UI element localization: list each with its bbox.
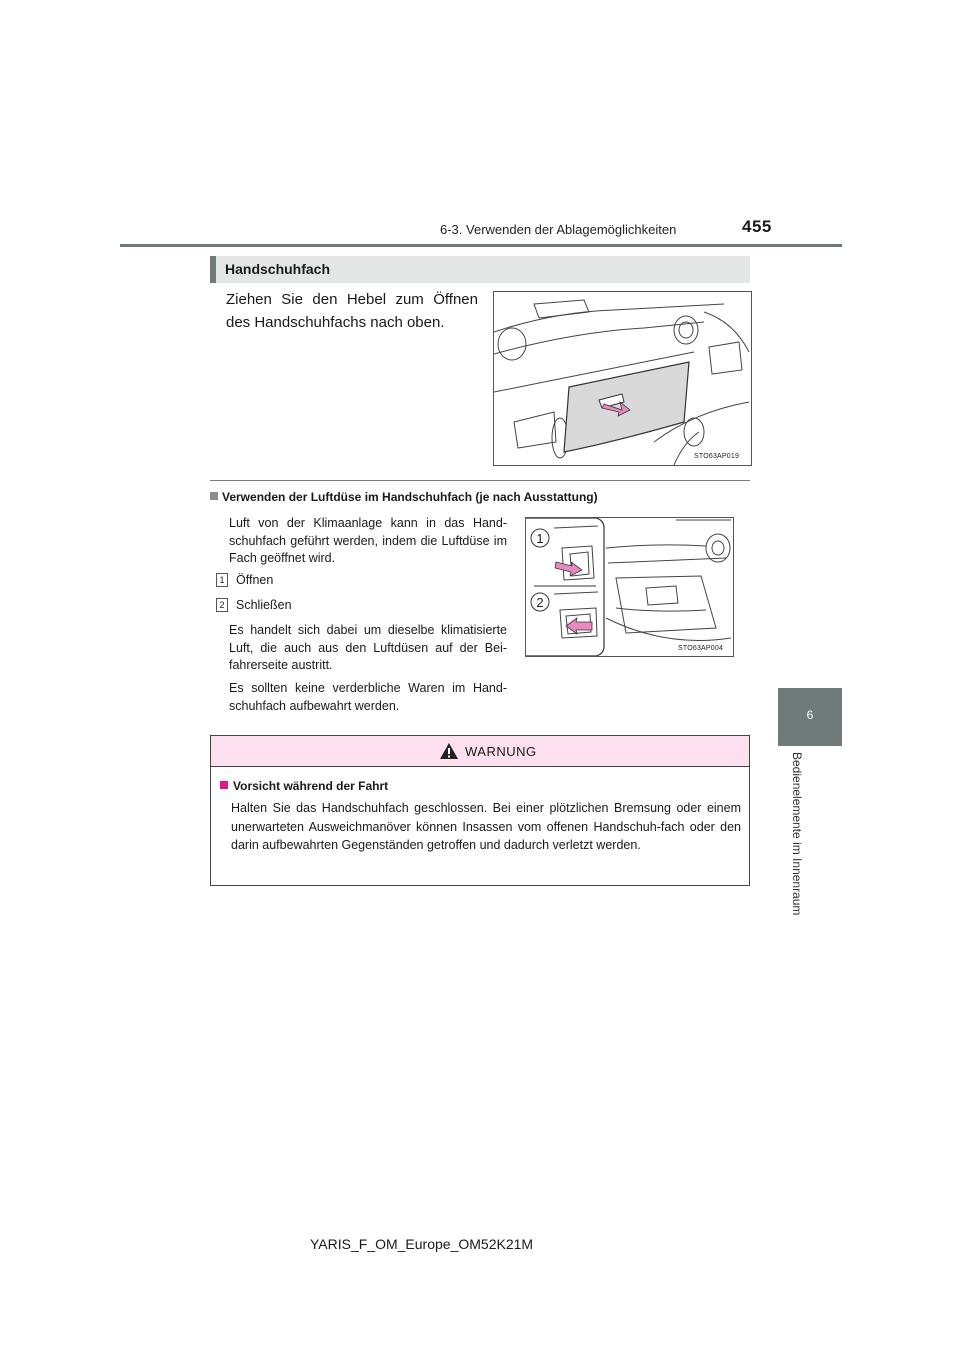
chapter-label: Bedienelemente im Innenraum xyxy=(790,752,804,916)
section-intro: Ziehen Sie den Hebel zum Öffnen des Handschuhfachs nach oben. xyxy=(226,291,478,331)
subsection-rule xyxy=(210,480,750,481)
section-heading-bar xyxy=(210,256,216,283)
subsection-heading xyxy=(210,490,598,504)
warning-subtitle xyxy=(220,779,388,793)
list-item xyxy=(216,573,273,587)
subsection-title: Verwenden der Luftdüse im Handschuhfach (je nach Ausstattung) xyxy=(222,490,598,504)
document-id: YARIS_F_OM_Europe_OM52K21M xyxy=(310,1236,534,1252)
list-item xyxy=(216,598,292,612)
svg-text:2: 2 xyxy=(536,595,544,610)
figure-code: STO63AP019 xyxy=(694,453,740,460)
list-item-label: Schließen xyxy=(236,598,292,612)
square-bullet-icon xyxy=(210,492,218,500)
svg-text:1: 1 xyxy=(536,531,544,546)
chapter-tab xyxy=(778,688,842,746)
glovebox-illustration xyxy=(493,291,752,466)
warning-title: WARNUNG xyxy=(465,744,537,759)
glovebox-drawing xyxy=(494,292,751,465)
warning-header xyxy=(211,736,749,767)
chapter-number: 6 xyxy=(806,708,814,722)
paragraph: Es sollten keine verderbliche Waren im Hand-schuhfach aufbewahrt werden. xyxy=(229,681,507,713)
square-bullet-icon xyxy=(220,781,228,789)
air-vent-illustration xyxy=(525,517,734,657)
figure-code: STO63AP004 xyxy=(678,645,724,652)
list-item-label: Öffnen xyxy=(236,573,274,587)
warning-triangle-icon xyxy=(439,742,459,760)
step-number: 1 xyxy=(216,573,228,587)
warning-subtitle-text: Vorsicht während der Fahrt xyxy=(233,779,389,793)
paragraph: Luft von der Klimaanlage kann in das Hand-schuhfach geführt werden, indem die Luftdüse im Fach geöffnet wird. xyxy=(229,516,507,565)
air-vent-drawing xyxy=(526,518,733,656)
section-title: Handschuhfach xyxy=(225,261,331,277)
warning-text: Halten Sie das Handschuhfach geschlossen. Bei einer plötzlichen Bremsung oder einem unerwarteten Ausweichmanöver können Insassen vom offenen Handschuh-fach oder den darin aufbewahrten Gegenständen getroffen und dadurch verletzt werden. xyxy=(231,801,741,852)
page-number: 455 xyxy=(742,217,772,236)
warning-box xyxy=(210,735,750,886)
running-header-section: 6-3. Verwenden der Ablagemöglichkeiten xyxy=(440,222,677,237)
step-number: 2 xyxy=(216,598,228,612)
header-rule xyxy=(120,244,842,247)
paragraph: Es handelt sich dabei um dieselbe klimatisierte Luft, die auch aus den Luftdüsen auf der Bei-fahrerseite austritt. xyxy=(229,623,507,672)
section-heading xyxy=(210,256,750,283)
